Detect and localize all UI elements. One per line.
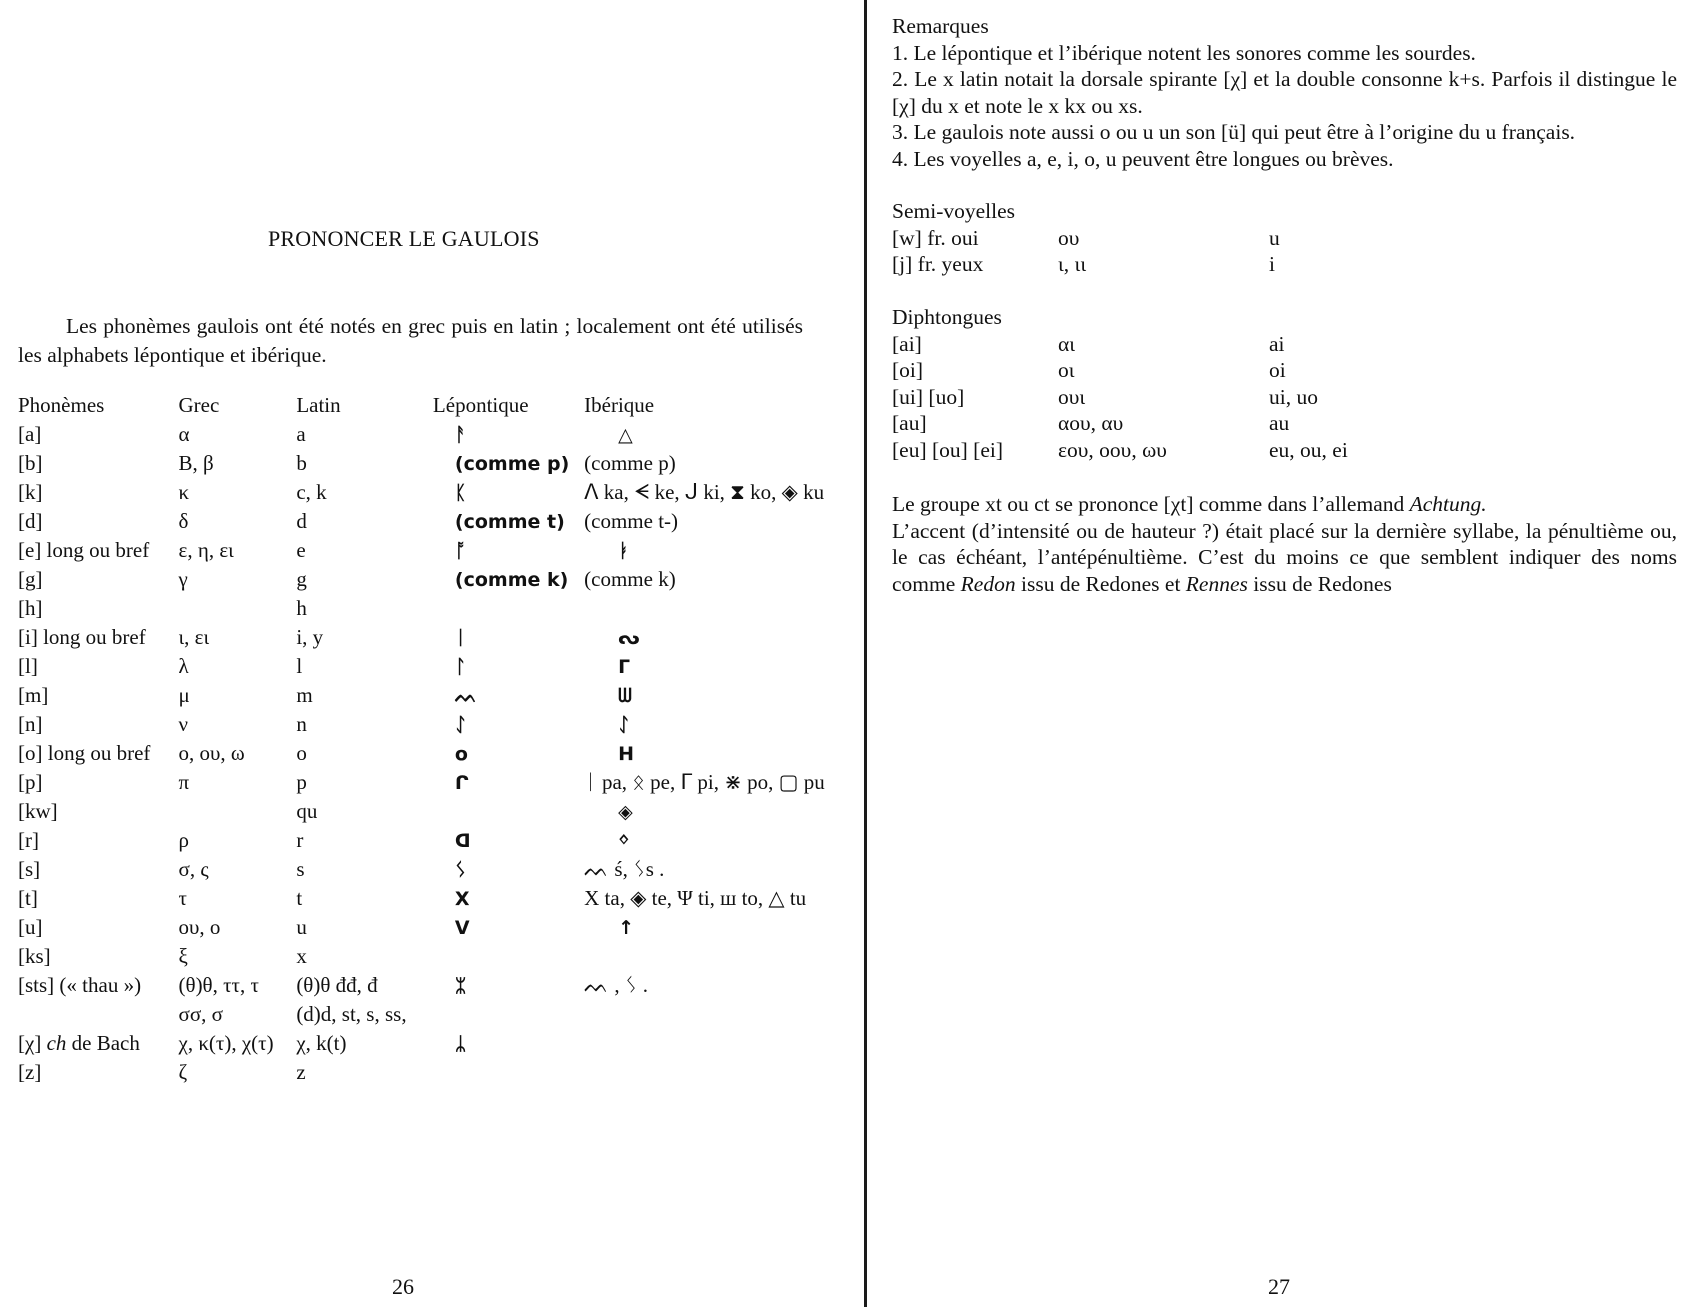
table-cell: x — [296, 944, 307, 968]
table-row — [18, 855, 866, 884]
table-cell: ι, ιι — [1058, 252, 1087, 276]
table-cell: Χ ta, ◈ te, Ψ ti, ш to, △ tu — [584, 886, 807, 910]
table-cell: ᛦ — [454, 1032, 467, 1055]
table-cell: οι — [1058, 358, 1075, 382]
table-cell: μ — [178, 683, 190, 707]
table-cell: i — [1269, 252, 1275, 276]
table-cell: ↑ — [618, 916, 635, 939]
table-cell: (comme t) — [454, 510, 565, 533]
table-cell: ᗡ — [454, 829, 471, 852]
table-row — [18, 797, 866, 826]
table-cell: εου, οου, ωυ — [1058, 437, 1167, 462]
table-cell: [p] — [18, 770, 43, 794]
table-cell: ui, uo — [1269, 384, 1318, 409]
table-row — [18, 507, 866, 536]
table-cell: ι, ει — [178, 625, 210, 649]
remark-2 — [892, 66, 1677, 119]
table-cell: ᛜ — [618, 829, 630, 852]
table-cell: [ks] — [18, 944, 51, 968]
list-item — [892, 251, 1280, 278]
table-cell: λ — [178, 654, 189, 678]
table-cell: [kw] — [18, 799, 58, 823]
table-cell: ᒋ — [454, 771, 470, 794]
table-cell: ο — [454, 742, 468, 765]
semivowels-table — [892, 225, 1280, 278]
table-cell: [k] — [18, 480, 43, 504]
table-cell: i, y — [296, 625, 324, 649]
table-cell: ᨓ , ᛊ . — [584, 973, 649, 997]
table-cell: [a] — [18, 422, 42, 446]
table-cell: [u] — [18, 915, 43, 939]
table-cell: t — [296, 886, 303, 910]
table-cell: σσ, σ — [178, 1002, 223, 1026]
table-cell: Χ — [454, 887, 470, 910]
table-cell: ᐱ ka, ᗕ ke, ᒍ ki, ⧗ ko, ◈ ku — [584, 480, 825, 504]
table-cell: p — [296, 770, 307, 794]
table-cell: ᛚ — [454, 655, 467, 678]
table-row — [18, 420, 866, 449]
table-cell: g — [296, 567, 307, 591]
table-cell: [w] fr. oui — [892, 225, 979, 250]
table-cell: κ — [178, 480, 190, 504]
table-cell: σ, ς — [178, 857, 209, 881]
table-cell: (comme p) — [454, 452, 570, 475]
table-cell: au — [1269, 411, 1290, 435]
table-row — [18, 768, 866, 797]
table-cell: [t] — [18, 886, 38, 910]
table-row — [18, 652, 866, 681]
semivowels-title: Semi-voyelles — [892, 199, 1016, 223]
table-cell: χ, k(t) — [296, 1031, 347, 1055]
table-cell: ◈ — [618, 800, 633, 823]
table-cell — [18, 1000, 179, 1029]
table-cell: (θ)θ, ττ, τ — [178, 973, 259, 997]
table-cell: ρ — [178, 828, 189, 852]
table-cell: ζ — [178, 1060, 188, 1084]
table-header-row — [18, 391, 866, 420]
table-cell: r — [296, 828, 304, 852]
page-number: 27 — [1268, 1274, 1290, 1299]
header-lepontique: Lépontique — [432, 393, 529, 417]
remarks-section — [892, 13, 1677, 172]
table-cell: ᔓ — [618, 626, 640, 649]
table-cell: oi — [1269, 358, 1286, 382]
table-cell — [179, 594, 297, 623]
table-cell: [e] long ou bref — [18, 538, 150, 562]
page-number: 26 — [392, 1274, 414, 1299]
table-cell: ᛁ pa, ᛟ pe, ᒥ pi, ⋇ po, ▢ pu — [584, 770, 825, 794]
table-cell: ᒥ — [618, 655, 631, 678]
table-cell: χ, κ(τ), χ(τ) — [178, 1031, 274, 1055]
word-rennes: Rennes — [1185, 571, 1248, 596]
table-cell: (comme k) — [454, 568, 569, 591]
table-cell: π — [178, 770, 190, 794]
table-cell: [b] — [18, 451, 43, 475]
table-cell: m — [296, 683, 313, 707]
table-row — [18, 565, 866, 594]
remark-2-text: 2. Le x latin notait la dorsale spirante [χ] et la double consonne k+s. Parfois il distingue le [χ] du x et note le x kx ou xs. — [892, 67, 1677, 118]
table-cell: [eu] [ou] [ei] — [892, 437, 1004, 462]
table-cell: h — [296, 596, 307, 620]
table-row — [18, 681, 866, 710]
list-item — [892, 410, 1348, 437]
table-cell: γ — [178, 567, 188, 591]
table-cell: (comme k) — [584, 567, 676, 591]
table-cell: eu, ou, ei — [1269, 437, 1348, 462]
table-cell: τ — [178, 886, 187, 910]
table-row — [18, 739, 866, 768]
intro-paragraph: Les phonèmes gaulois ont été notés en grec puis en latin ; localement ont été utilisés les alphabets lépontique et ibérique. — [18, 314, 803, 367]
list-item — [892, 225, 1280, 252]
table-row — [18, 1058, 866, 1087]
table-cell: (comme t-) — [584, 509, 679, 533]
table-cell: ν — [178, 712, 189, 736]
word-achtung: Achtung. — [1409, 492, 1487, 516]
table-cell: [ui] [uo] — [892, 384, 965, 409]
table-cell: ᛇ — [618, 713, 630, 736]
table-row — [18, 710, 866, 739]
table-cell — [433, 594, 584, 623]
table-cell: [l] — [18, 654, 38, 678]
table-cell: [sts] (« thau ») — [18, 973, 142, 997]
table-cell: [h] — [18, 596, 43, 620]
table-cell: ai — [1269, 331, 1285, 356]
right-page — [870, 0, 1690, 1307]
table-cell: (θ)θ đđ, đ — [296, 973, 378, 997]
table-row — [18, 826, 866, 855]
table-row — [18, 884, 866, 913]
table-cell: ᛕ — [454, 481, 467, 504]
table-cell: [o] long ou bref — [18, 741, 151, 765]
table-cell: ο, ου, ω — [178, 741, 245, 765]
diphthongs-title: Diphtongues — [892, 305, 1002, 329]
table-cell: [z] — [18, 1060, 42, 1084]
diphthongs-table — [892, 331, 1348, 464]
table-row — [18, 536, 866, 565]
page-divider — [864, 0, 867, 1307]
table-row — [18, 942, 866, 971]
table-cell: b — [296, 451, 307, 475]
table-cell: l — [296, 654, 303, 678]
header-grec: Grec — [178, 393, 220, 417]
table-cell — [433, 1058, 584, 1087]
table-cell: δ — [178, 509, 189, 533]
table-cell: [ai] — [892, 331, 922, 356]
table-cell: (comme p) — [584, 451, 676, 475]
table-row — [18, 1000, 866, 1029]
table-cell: u — [296, 915, 307, 939]
table-cell: [g] — [18, 567, 43, 591]
table-cell — [584, 1029, 866, 1058]
list-item — [892, 331, 1348, 358]
table-cell: △ — [618, 423, 633, 446]
table-cell: [n] — [18, 712, 43, 736]
table-cell: ᛁ — [454, 626, 467, 649]
table-row — [18, 623, 866, 652]
table-row — [18, 449, 866, 478]
list-item — [892, 357, 1348, 384]
table-cell: c, k — [296, 480, 327, 504]
table-cell: ουι — [1058, 384, 1086, 409]
table-cell: ᛇ — [454, 713, 467, 736]
table-cell: s — [296, 857, 305, 881]
header-phonemes: Phonèmes — [18, 393, 105, 417]
phoneme-table — [18, 391, 866, 1087]
table-cell: Η — [618, 742, 635, 765]
table-cell: [oi] — [892, 358, 924, 382]
group-note: Le groupe xt ou ct se prononce [χt] comme dans l’allemand Achtung. — [892, 492, 1487, 516]
table-cell: o — [296, 741, 307, 765]
table-cell: u — [1269, 225, 1280, 250]
table-cell: e — [296, 538, 306, 562]
word-redon: Redon — [960, 571, 1016, 596]
table-cell — [584, 594, 866, 623]
table-cell: d — [296, 509, 307, 533]
table-cell — [179, 797, 297, 826]
page-title: PRONONCER LE GAULOIS — [268, 226, 540, 251]
table-cell: ᐯ — [454, 916, 470, 939]
table-cell — [584, 1058, 866, 1087]
table-cell: Β, β — [178, 451, 214, 475]
table-row — [18, 478, 866, 507]
accent-note: L’accent (d’intensité ou de hauteur ?) était placé sur la dernière syllabe, la pénultième ou, le cas échéant, l’antépénultième. C’est du moins ce que semblent indiquer des noms comme Redon issu de Redones et Rennes issu de Redones — [892, 518, 1677, 596]
table-cell: [au] — [892, 411, 927, 435]
table-row — [18, 971, 866, 1000]
header-latin: Latin — [296, 393, 341, 417]
remark-3: 3. Le gaulois note aussi o ou u un son [ü] qui peut être à l’origine du u français. — [892, 120, 1576, 144]
table-cell: ᨓ ś, ᛊs . — [584, 857, 665, 881]
table-cell: [m] — [18, 683, 49, 707]
table-cell: ᚩ — [454, 539, 467, 562]
header-iberique: Ibérique — [584, 393, 655, 417]
remark-1: 1. Le lépontique et l’ibérique notent les sonores comme les sourdes. — [892, 40, 1476, 65]
table-cell — [433, 1000, 584, 1029]
table-cell: αου, αυ — [1058, 411, 1124, 435]
remarks-title: Remarques — [892, 14, 989, 38]
table-cell: ᛊ — [454, 858, 467, 881]
table-cell: ᗯ — [618, 684, 632, 707]
table-cell: [d] — [18, 509, 43, 533]
remark-4: 4. Les voyelles a, e, i, o, u peuvent être longues ou brèves. — [892, 146, 1394, 171]
table-cell: [s] — [18, 857, 41, 881]
table-cell — [584, 1000, 866, 1029]
table-cell — [433, 797, 584, 826]
table-cell: αι — [1058, 331, 1076, 356]
table-cell: ᚨ — [454, 423, 467, 446]
table-cell: ου — [1058, 225, 1080, 250]
semivowels-section — [892, 198, 1677, 278]
table-row — [18, 913, 866, 942]
table-cell: ᛓ — [618, 539, 630, 562]
table-row — [18, 594, 866, 623]
table-cell: qu — [296, 799, 318, 823]
table-cell: ᨓ — [454, 684, 478, 707]
table-row — [18, 1029, 866, 1058]
table-cell: α — [178, 422, 190, 446]
table-cell: [χ] ch de Bach — [18, 1031, 140, 1055]
table-cell: ε, η, ει — [178, 538, 234, 562]
list-item — [892, 384, 1348, 411]
table-cell: ου, ο — [178, 915, 221, 939]
table-cell: z — [296, 1060, 306, 1084]
table-cell: ᛯ — [454, 974, 467, 997]
list-item — [892, 437, 1348, 464]
table-cell: ξ — [178, 944, 188, 968]
table-cell: [i] long ou bref — [18, 625, 146, 649]
table-cell: [j] fr. yeux — [892, 252, 984, 276]
table-cell — [433, 942, 584, 971]
table-cell: n — [296, 712, 307, 736]
table-cell — [584, 942, 866, 971]
diphthongs-section — [892, 304, 1677, 463]
table-cell: (d)d, st, s, ss, — [296, 1002, 407, 1026]
notes-section — [892, 491, 1677, 597]
table-cell: [r] — [18, 828, 39, 852]
table-cell: a — [296, 422, 306, 446]
